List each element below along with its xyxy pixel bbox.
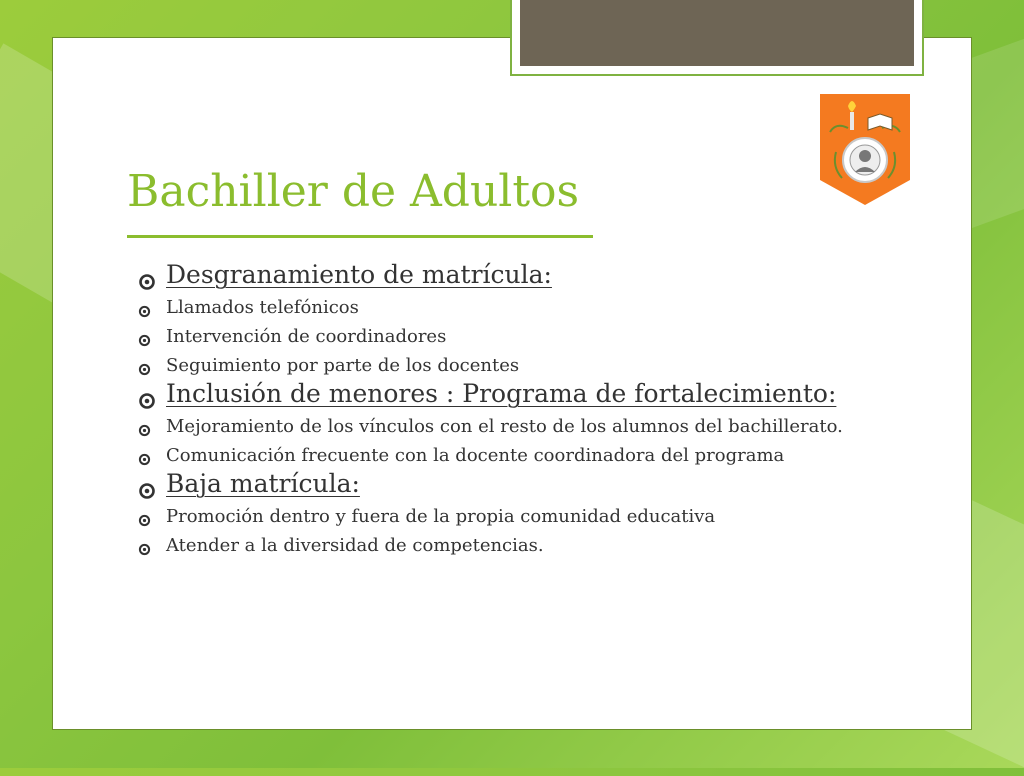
list-item (138, 297, 858, 319)
bullet-icon (138, 511, 151, 533)
school-crest-icon (818, 92, 912, 207)
bullet-icon (138, 387, 156, 417)
list-item-heading (138, 260, 858, 290)
bullet-icon (138, 421, 151, 443)
section-heading: Inclusión de menores : Programa de fortalecimiento: (166, 379, 837, 408)
list-item-text: Intervención de coordinadores (166, 326, 447, 347)
list-item-text: Seguimiento por parte de los docentes (166, 355, 520, 376)
list-item (138, 355, 858, 377)
list-item-text: Atender a la diversidad de competencias. (166, 535, 544, 556)
bullet-icon (138, 477, 156, 507)
section-heading: Baja matrícula: (166, 469, 360, 498)
bullet-icon (138, 540, 151, 562)
list-item-heading (138, 469, 858, 499)
bullet-icon (138, 268, 156, 298)
list-item (138, 506, 858, 528)
section-heading: Desgranamiento de matrícula: (166, 260, 552, 289)
title-underline (127, 235, 593, 238)
list-item (138, 416, 858, 438)
list-item (138, 445, 858, 467)
header-tab (520, 0, 914, 66)
list-item (138, 326, 858, 348)
bullet-icon (138, 302, 151, 324)
list-item (138, 535, 858, 557)
list-item-text: Promoción dentro y fuera de la propia comunidad educativa (166, 506, 716, 527)
list-item-text: Comunicación frecuente con la docente coordinadora del programa (166, 445, 785, 466)
bullet-list (138, 258, 858, 557)
slide-title: Bachiller de Adultos (127, 166, 580, 217)
list-item-heading (138, 379, 858, 409)
list-item-text: Mejoramiento de los vínculos con el resto de los alumnos del bachillerato. (166, 416, 843, 437)
bullet-icon (138, 331, 151, 353)
list-item-text: Llamados telefónicos (166, 297, 359, 318)
